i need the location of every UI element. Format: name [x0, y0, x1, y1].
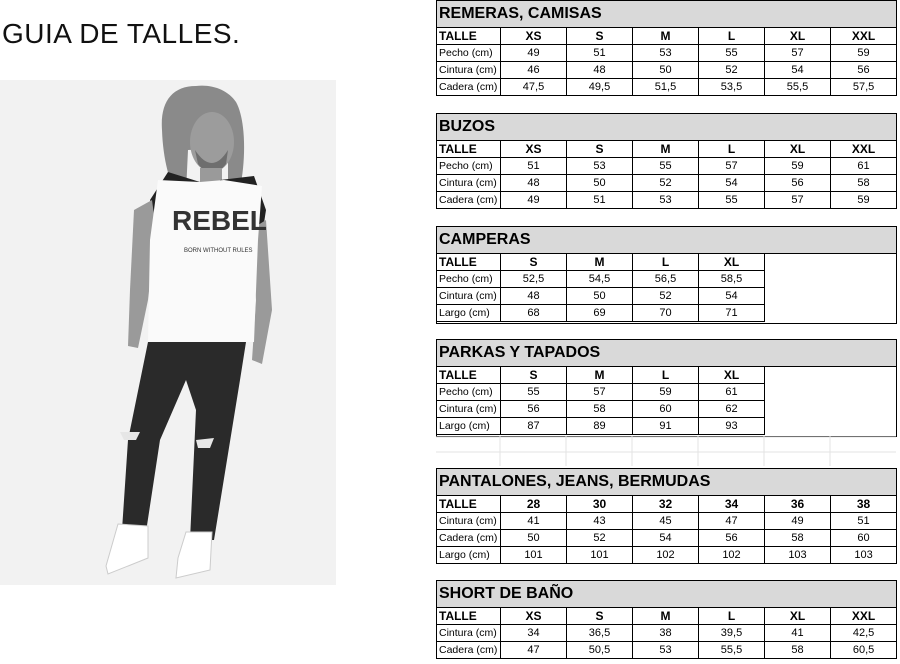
- measurement-value: 57: [699, 158, 765, 175]
- talle-label: TALLE: [437, 28, 501, 45]
- table-title: PARKAS Y TAPADOS: [437, 340, 897, 367]
- measurement-value: 101: [501, 547, 567, 564]
- size-header: XS: [501, 141, 567, 158]
- measurement-value: 55: [699, 45, 765, 62]
- measurement-label: Cadera (cm): [437, 79, 501, 96]
- table-row: [437, 62, 897, 79]
- empty-cell: [765, 271, 831, 288]
- size-header: 32: [633, 496, 699, 513]
- empty-cell: [765, 384, 831, 401]
- measurement-value: 54: [633, 530, 699, 547]
- size-header: L: [699, 28, 765, 45]
- measurement-value: 50: [501, 530, 567, 547]
- measurement-value: 52: [633, 175, 699, 192]
- model-figure-image: [0, 80, 336, 585]
- empty-cell: [831, 254, 897, 271]
- measurement-value: 60: [831, 530, 897, 547]
- talle-label: TALLE: [437, 254, 501, 271]
- measurement-value: 58,5: [699, 271, 765, 288]
- size-header: M: [633, 608, 699, 625]
- empty-cell: [765, 254, 831, 271]
- measurement-value: 56: [831, 62, 897, 79]
- size-header: 38: [831, 496, 897, 513]
- size-header: M: [633, 141, 699, 158]
- talle-label: TALLE: [437, 496, 501, 513]
- measurement-value: 48: [501, 175, 567, 192]
- shirt-graphic-subtext: BORN WITHOUT RULES: [184, 248, 253, 254]
- measurement-value: 60: [633, 401, 699, 418]
- table-title: SHORT DE BAÑO: [437, 581, 897, 608]
- measurement-value: 55: [501, 384, 567, 401]
- measurement-label: Cintura (cm): [437, 401, 501, 418]
- measurement-value: 52: [699, 62, 765, 79]
- measurement-value: 56,5: [633, 271, 699, 288]
- table-row: [437, 158, 897, 175]
- size-header: S: [567, 28, 633, 45]
- size-header: 36: [765, 496, 831, 513]
- empty-cell: [831, 384, 897, 401]
- measurement-label: Cintura (cm): [437, 62, 501, 79]
- measurement-value: 91: [633, 418, 699, 435]
- measurement-value: 54: [699, 175, 765, 192]
- measurement-value: 57: [765, 192, 831, 209]
- measurement-value: 45: [633, 513, 699, 530]
- size-table-short: [436, 580, 897, 659]
- measurement-value: 53: [633, 192, 699, 209]
- measurement-value: 58: [831, 175, 897, 192]
- table-row: [437, 625, 897, 642]
- measurement-value: 41: [501, 513, 567, 530]
- measurement-value: 50,5: [567, 642, 633, 659]
- table-row: [437, 530, 897, 547]
- measurement-value: 52,5: [501, 271, 567, 288]
- measurement-value: 55: [699, 192, 765, 209]
- measurement-value: 48: [567, 62, 633, 79]
- size-header: XXL: [831, 28, 897, 45]
- talle-label: TALLE: [437, 367, 501, 384]
- measurement-value: 54,5: [567, 271, 633, 288]
- measurement-label: Cadera (cm): [437, 530, 501, 547]
- measurement-value: 70: [633, 305, 699, 322]
- empty-cell: [765, 401, 831, 418]
- measurement-value: 49: [501, 45, 567, 62]
- measurement-value: 53: [633, 45, 699, 62]
- shirt-graphic-text: REBEL: [172, 205, 267, 236]
- measurement-value: 49: [501, 192, 567, 209]
- size-table-parkas: [436, 339, 897, 435]
- measurement-value: 47,5: [501, 79, 567, 96]
- table-title: PANTALONES, JEANS, BERMUDAS: [437, 469, 897, 496]
- empty-cell: [765, 305, 831, 322]
- measurement-value: 93: [699, 418, 765, 435]
- measurement-value: 101: [567, 547, 633, 564]
- size-header: XS: [501, 28, 567, 45]
- table-row: [437, 547, 897, 564]
- size-header: S: [567, 608, 633, 625]
- measurement-value: 36,5: [567, 625, 633, 642]
- measurement-value: 49,5: [567, 79, 633, 96]
- size-table-buzos: [436, 113, 897, 209]
- table-row: [437, 79, 897, 96]
- size-header: XL: [699, 254, 765, 271]
- measurement-value: 59: [831, 45, 897, 62]
- measurement-label: Pecho (cm): [437, 158, 501, 175]
- measurement-label: Cintura (cm): [437, 175, 501, 192]
- table-title: REMERAS, CAMISAS: [437, 1, 897, 28]
- table-row: [437, 305, 897, 322]
- measurement-label: Cintura (cm): [437, 625, 501, 642]
- table-row: [437, 288, 897, 305]
- measurement-value: 56: [765, 175, 831, 192]
- table-row: [437, 271, 897, 288]
- table-row: [437, 401, 897, 418]
- measurement-value: 51: [831, 513, 897, 530]
- measurement-value: 55,5: [765, 79, 831, 96]
- measurement-value: 56: [501, 401, 567, 418]
- measurement-value: 58: [567, 401, 633, 418]
- measurement-value: 87: [501, 418, 567, 435]
- measurement-value: 102: [633, 547, 699, 564]
- table-row: [437, 45, 897, 62]
- size-header: L: [699, 608, 765, 625]
- measurement-label: Cintura (cm): [437, 513, 501, 530]
- size-header: 28: [501, 496, 567, 513]
- measurement-value: 61: [699, 384, 765, 401]
- size-header: M: [567, 367, 633, 384]
- size-header: XXL: [831, 141, 897, 158]
- measurement-label: Cadera (cm): [437, 642, 501, 659]
- measurement-value: 41: [765, 625, 831, 642]
- size-header: XXL: [831, 608, 897, 625]
- table-row: [437, 175, 897, 192]
- measurement-value: 59: [765, 158, 831, 175]
- measurement-value: 38: [633, 625, 699, 642]
- table-row: [437, 384, 897, 401]
- measurement-value: 42,5: [831, 625, 897, 642]
- size-header: M: [567, 254, 633, 271]
- size-header: XL: [765, 141, 831, 158]
- measurement-label: Pecho (cm): [437, 384, 501, 401]
- talle-label: TALLE: [437, 608, 501, 625]
- measurement-value: 57: [765, 45, 831, 62]
- size-header: S: [501, 367, 567, 384]
- table-row: [437, 192, 897, 209]
- measurement-label: Pecho (cm): [437, 45, 501, 62]
- size-header: M: [633, 28, 699, 45]
- measurement-value: 55,5: [699, 642, 765, 659]
- measurement-value: 48: [501, 288, 567, 305]
- measurement-value: 57: [567, 384, 633, 401]
- size-header: S: [567, 141, 633, 158]
- empty-cell: [831, 271, 897, 288]
- measurement-value: 60,5: [831, 642, 897, 659]
- size-header: XL: [765, 608, 831, 625]
- measurement-value: 68: [501, 305, 567, 322]
- measurement-value: 62: [699, 401, 765, 418]
- measurement-label: Largo (cm): [437, 305, 501, 322]
- measurement-label: Cadera (cm): [437, 192, 501, 209]
- size-table-pantalones: [436, 468, 897, 564]
- table-row: [437, 642, 897, 659]
- measurement-value: 47: [699, 513, 765, 530]
- measurement-value: 103: [765, 547, 831, 564]
- measurement-value: 55: [633, 158, 699, 175]
- measurement-value: 53: [633, 642, 699, 659]
- measurement-value: 51: [567, 192, 633, 209]
- size-header: L: [699, 141, 765, 158]
- measurement-value: 46: [501, 62, 567, 79]
- measurement-value: 50: [567, 175, 633, 192]
- measurement-value: 71: [699, 305, 765, 322]
- empty-cell: [831, 305, 897, 322]
- measurement-value: 49: [765, 513, 831, 530]
- table-title: BUZOS: [437, 114, 897, 141]
- measurement-value: 54: [699, 288, 765, 305]
- measurement-value: 53: [567, 158, 633, 175]
- spacer-gridlines: [436, 436, 896, 466]
- empty-cell: [831, 418, 897, 435]
- measurement-value: 34: [501, 625, 567, 642]
- empty-cell: [831, 367, 897, 384]
- size-header: L: [633, 367, 699, 384]
- measurement-label: Largo (cm): [437, 418, 501, 435]
- empty-cell: [831, 288, 897, 305]
- measurement-value: 59: [831, 192, 897, 209]
- measurement-value: 58: [765, 642, 831, 659]
- measurement-value: 39,5: [699, 625, 765, 642]
- measurement-value: 51: [501, 158, 567, 175]
- measurement-label: Cintura (cm): [437, 288, 501, 305]
- empty-cell: [765, 418, 831, 435]
- measurement-value: 51,5: [633, 79, 699, 96]
- page-title: GUIA DE TALLES.: [2, 18, 241, 49]
- measurement-value: 52: [633, 288, 699, 305]
- measurement-value: 59: [633, 384, 699, 401]
- measurement-value: 103: [831, 547, 897, 564]
- measurement-value: 54: [765, 62, 831, 79]
- size-header: L: [633, 254, 699, 271]
- model-photo: [0, 80, 336, 585]
- measurement-value: 50: [567, 288, 633, 305]
- measurement-value: 61: [831, 158, 897, 175]
- empty-cell: [765, 367, 831, 384]
- size-header: 30: [567, 496, 633, 513]
- table-row: [437, 513, 897, 530]
- table-title: CAMPERAS: [437, 227, 897, 254]
- measurement-value: 57,5: [831, 79, 897, 96]
- size-header: XS: [501, 608, 567, 625]
- measurement-value: 43: [567, 513, 633, 530]
- size-table-remeras: [436, 0, 897, 96]
- measurement-value: 52: [567, 530, 633, 547]
- measurement-value: 50: [633, 62, 699, 79]
- size-header: XL: [765, 28, 831, 45]
- size-header: S: [501, 254, 567, 271]
- measurement-value: 58: [765, 530, 831, 547]
- measurement-value: 51: [567, 45, 633, 62]
- talle-label: TALLE: [437, 141, 501, 158]
- size-header: 34: [699, 496, 765, 513]
- table-row: [437, 418, 897, 435]
- measurement-value: 56: [699, 530, 765, 547]
- measurement-label: Largo (cm): [437, 547, 501, 564]
- measurement-value: 53,5: [699, 79, 765, 96]
- measurement-value: 102: [699, 547, 765, 564]
- measurement-label: Pecho (cm): [437, 271, 501, 288]
- measurement-value: 69: [567, 305, 633, 322]
- empty-cell: [765, 288, 831, 305]
- size-header: XL: [699, 367, 765, 384]
- measurement-value: 47: [501, 642, 567, 659]
- size-table-camperas: [436, 226, 897, 322]
- empty-cell: [831, 401, 897, 418]
- measurement-value: 89: [567, 418, 633, 435]
